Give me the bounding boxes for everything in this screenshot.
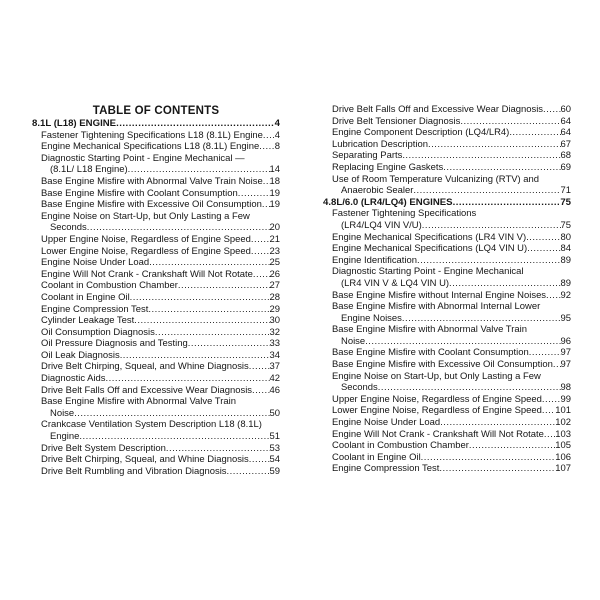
toc-page-number: 64 — [560, 115, 571, 127]
toc-entry[interactable] — [323, 324, 571, 347]
toc-page-number: 97 — [560, 359, 571, 371]
dot-leader — [106, 373, 270, 385]
dot-leader — [428, 139, 561, 151]
toc-entry-title-line: Use of Room Temperature Vulcanizing (RTV) and — [332, 173, 540, 185]
toc-entry[interactable] — [32, 130, 280, 142]
toc-entry[interactable] — [32, 153, 280, 176]
toc-page-number: 50 — [269, 407, 280, 419]
toc-entry[interactable] — [32, 280, 280, 292]
toc-page-number: 67 — [560, 138, 571, 150]
dot-leader — [188, 338, 270, 350]
toc-entry-title: Drive Belt System Description — [41, 442, 166, 454]
toc-entry-title: Oil Consumption Diagnosis — [41, 326, 155, 338]
toc-entry-title-line: Diagnostic Starting Point - Engine Mechanical — — [41, 152, 245, 164]
toc-entry[interactable] — [323, 371, 571, 394]
toc-entry-title: Lubrication Description — [332, 138, 428, 150]
toc-page-number: 89 — [560, 277, 571, 289]
toc-page-number: 32 — [269, 326, 280, 338]
toc-entry[interactable] — [323, 232, 571, 244]
toc-entry[interactable] — [323, 452, 571, 464]
toc-entry-title: Base Engine Misfire with Excessive Oil Consumption — [332, 359, 553, 371]
toc-page-number: 59 — [269, 465, 280, 477]
dot-leader — [529, 347, 561, 359]
toc-entry[interactable] — [323, 127, 571, 139]
toc-entry-title: Noise — [50, 407, 75, 419]
toc-entry-title-line: Engine Noise on Start-Up, but Only Lasting a Few — [41, 210, 250, 222]
toc-page-number: 33 — [269, 338, 280, 350]
dot-leader — [365, 336, 560, 348]
toc-entry[interactable] — [32, 257, 280, 269]
dot-leader — [74, 408, 269, 420]
toc-page-number: 29 — [269, 303, 280, 315]
toc-entry[interactable] — [323, 290, 571, 302]
toc-entry-title: Engine — [50, 431, 80, 443]
toc-page-number: 68 — [560, 150, 571, 162]
dot-leader — [249, 361, 270, 373]
dot-leader — [542, 394, 561, 406]
toc-entry-title-line: Crankcase Ventilation System Description L18 (8.1L) — [41, 419, 262, 431]
toc-entry[interactable] — [323, 243, 571, 255]
toc-page-number: 4 — [274, 118, 280, 129]
toc-page-number: 30 — [269, 315, 280, 327]
toc-entry-title: Engine Mechanical Specifications (LR4 VIN V) — [332, 231, 527, 243]
toc-entry[interactable] — [32, 466, 280, 478]
toc-entry[interactable] — [323, 405, 571, 417]
dot-leader — [252, 385, 269, 397]
toc-entry-title-line: Base Engine Misfire with Abnormal Internal Lower — [332, 301, 541, 313]
toc-entry-title: Upper Engine Noise, Regardless of Engine Speed — [41, 233, 251, 245]
toc-entry-title: Oil Pressure Diagnosis and Testing — [41, 338, 188, 350]
toc-entry[interactable] — [323, 359, 571, 371]
toc-page-number: 60 — [560, 104, 571, 115]
toc-entry[interactable] — [323, 208, 571, 231]
toc-entry-title: Engine Noise Under Load — [332, 417, 441, 429]
toc-entry-title: Base Engine Misfire with Excessive Oil Consumption — [41, 199, 262, 211]
toc-entry-title: Fastener Tightening Specifications L18 (8.1L) Engine — [41, 129, 263, 141]
toc-entry[interactable] — [323, 463, 571, 475]
dot-leader — [546, 290, 560, 302]
dot-leader — [116, 118, 275, 130]
toc-page-number: 80 — [560, 231, 571, 243]
toc-entry[interactable] — [32, 454, 280, 466]
toc-entry[interactable] — [32, 419, 280, 442]
toc-entry-title: Engine Mechanical Specifications L18 (8.1L) Engine — [41, 141, 260, 153]
toc-left-column — [32, 104, 280, 477]
toc-page-number: 42 — [269, 373, 280, 385]
toc-page-number: 46 — [269, 384, 280, 396]
dot-leader — [134, 315, 269, 327]
toc-entry-title: 8.1L (L18) ENGINE — [32, 118, 117, 129]
toc-entry-title-line: Base Engine Misfire with Abnormal Valve Train — [332, 324, 527, 336]
dot-leader — [128, 164, 270, 176]
toc-entry-title: Drive Belt Falls Off and Excessive Wear Diagnosis — [41, 384, 253, 396]
toc-page-number: 84 — [560, 243, 571, 255]
toc-entry[interactable] — [32, 188, 280, 200]
toc-page-number: 27 — [269, 280, 280, 292]
dot-leader — [249, 454, 270, 466]
dot-leader — [421, 452, 556, 464]
toc-entry-title: Coolant in Combustion Chamber — [332, 440, 469, 452]
dot-leader — [439, 463, 555, 475]
toc-entry-title: Engine Compression Test — [41, 303, 149, 315]
toc-entry[interactable] — [323, 150, 571, 162]
dot-leader — [130, 292, 270, 304]
toc-entry-title: Engine Noise Under Load — [41, 257, 150, 269]
dot-leader — [422, 220, 561, 232]
toc-entry-title: Diagnostic Aids — [41, 373, 106, 385]
dot-leader — [413, 185, 560, 197]
toc-entry[interactable] — [32, 141, 280, 153]
toc-page-number: 92 — [560, 289, 571, 301]
toc-left-list — [32, 118, 280, 477]
dot-leader — [148, 304, 269, 316]
toc-entry-title: Lower Engine Noise, Regardless of Engine Speed — [41, 245, 251, 257]
toc-page-number: 99 — [560, 393, 571, 405]
toc-page-number: 23 — [269, 245, 280, 257]
toc-entry-title: Upper Engine Noise, Regardless of Engine Speed — [332, 393, 542, 405]
toc-entry[interactable] — [32, 199, 280, 211]
toc-entry-title: Drive Belt Chirping, Squeal, and Whine Diagnosis — [41, 454, 249, 466]
toc-page-number: 14 — [269, 164, 280, 176]
toc-page-number: 75 — [560, 219, 571, 231]
toc-entry-title: Seconds — [50, 222, 87, 234]
dot-leader — [527, 243, 560, 255]
dot-leader — [449, 278, 560, 290]
dot-leader — [227, 466, 270, 478]
toc-entry[interactable] — [32, 211, 280, 234]
toc-page-number: 21 — [269, 233, 280, 245]
toc-entry-title-line: Base Engine Misfire with Abnormal Valve Train — [41, 396, 236, 408]
toc-page-number: 26 — [269, 268, 280, 280]
dot-leader — [251, 246, 270, 258]
toc-entry[interactable] — [32, 176, 280, 188]
toc-entry[interactable] — [32, 373, 280, 385]
toc-page-number: 101 — [555, 405, 571, 417]
dot-leader — [417, 255, 561, 267]
dot-leader — [166, 443, 270, 455]
dot-leader — [402, 313, 561, 325]
toc-title: TABLE OF CONTENTS — [92, 105, 220, 117]
toc-page-number: 69 — [560, 161, 571, 173]
toc-entry[interactable] — [323, 255, 571, 267]
toc-right-list — [323, 104, 571, 475]
toc-page-number: 20 — [269, 222, 280, 234]
dot-leader — [509, 127, 560, 139]
toc-page-number: 64 — [560, 127, 571, 139]
toc-entry-title: Replacing Engine Gaskets — [332, 161, 444, 173]
toc-entry[interactable] — [32, 338, 280, 350]
toc-entry[interactable] — [32, 234, 280, 246]
toc-entry[interactable] — [32, 361, 280, 373]
toc-entry-title: Base Engine Misfire without Internal Engine Noises — [332, 289, 547, 301]
toc-entry[interactable] — [32, 269, 280, 281]
toc-page-number: 98 — [560, 382, 571, 394]
toc-entry-title: Separating Parts — [332, 150, 403, 162]
toc-entry-title: Base Engine Misfire with Coolant Consumption — [332, 347, 529, 359]
dot-leader — [378, 382, 561, 394]
toc-entry[interactable] — [323, 440, 571, 452]
toc-entry-title: Base Engine Misfire with Coolant Consumption — [41, 187, 238, 199]
toc-entry[interactable] — [323, 417, 571, 429]
toc-entry[interactable] — [32, 350, 280, 362]
toc-page-number: 19 — [269, 187, 280, 199]
toc-section-heading[interactable] — [32, 118, 280, 130]
toc-entry-title: (LR4 VIN V & LQ4 VIN U) — [341, 277, 450, 289]
toc-entry[interactable] — [323, 429, 571, 441]
toc-entry-title: Oil Leak Diagnosis — [41, 349, 120, 361]
dot-leader — [469, 440, 555, 452]
toc-page-number: 8 — [274, 141, 280, 153]
toc-entry[interactable] — [32, 246, 280, 258]
toc-entry[interactable] — [32, 396, 280, 419]
toc-entry-title: Lower Engine Noise, Regardless of Engine Speed — [332, 405, 542, 417]
toc-entry-title: (LR4/LQ4 VIN V/U) — [341, 219, 422, 231]
toc-page-number: 107 — [555, 463, 571, 475]
toc-page-number: 25 — [269, 257, 280, 269]
toc-entry[interactable] — [323, 104, 571, 116]
dot-leader — [120, 350, 270, 362]
toc-page-number: 103 — [555, 428, 571, 440]
toc-entry-title: Engine Component Description (LQ4/LR4) — [332, 127, 510, 139]
toc-entry-title: Coolant in Combustion Chamber — [41, 280, 178, 292]
dot-leader — [544, 429, 555, 441]
toc-entry-title: Engine Will Not Crank - Crankshaft Will Not Rotate — [41, 268, 253, 280]
dot-leader — [402, 150, 560, 162]
dot-leader — [526, 232, 560, 244]
dot-leader — [238, 188, 270, 200]
toc-page-number: 75 — [560, 196, 571, 208]
toc-entry-title: Engine Mechanical Specifications (LQ4 VIN U) — [332, 243, 528, 255]
toc-page-number: 51 — [269, 431, 280, 443]
dot-leader — [262, 199, 270, 211]
toc-entry[interactable] — [32, 292, 280, 304]
toc-entry-title: Drive Belt Tensioner Diagnosis — [332, 115, 461, 127]
toc-entry-title: Drive Belt Chirping, Squeal, and Whine Diagnosis — [41, 361, 249, 373]
toc-entry[interactable] — [323, 347, 571, 359]
toc-page-number: 18 — [269, 175, 280, 187]
dot-leader — [553, 359, 561, 371]
dot-leader — [155, 327, 270, 339]
toc-page-number: 102 — [555, 417, 571, 429]
toc-entry-title: Drive Belt Falls Off and Excessive Wear Diagnosis — [332, 104, 544, 115]
toc-entry[interactable] — [323, 139, 571, 151]
toc-page-number: 19 — [269, 199, 280, 211]
dot-leader — [453, 197, 561, 209]
toc-page-number: 89 — [560, 254, 571, 266]
toc-entry[interactable] — [32, 327, 280, 339]
toc-section-heading[interactable] — [323, 197, 571, 209]
toc-entry[interactable] — [323, 301, 571, 324]
toc-entry[interactable] — [323, 394, 571, 406]
toc-entry[interactable] — [323, 116, 571, 128]
toc-entry-title: Engine Compression Test — [332, 463, 440, 475]
toc-page-number: 37 — [269, 361, 280, 373]
dot-leader — [87, 222, 270, 234]
dot-leader — [542, 405, 555, 417]
toc-entry-title: Coolant in Engine Oil — [41, 291, 130, 303]
toc-page-number: 106 — [555, 451, 571, 463]
toc-entry[interactable] — [32, 443, 280, 455]
dot-leader — [251, 234, 270, 246]
dot-leader — [443, 162, 560, 174]
toc-entry-title: Anaerobic Sealer — [341, 185, 414, 197]
dot-leader — [149, 257, 269, 269]
dot-leader — [440, 417, 555, 429]
dot-leader — [259, 141, 275, 153]
dot-leader — [178, 280, 270, 292]
toc-page-number: 4 — [274, 129, 280, 141]
toc-right-column — [323, 104, 571, 475]
toc-page-number: 96 — [560, 335, 571, 347]
toc-entry[interactable] — [32, 304, 280, 316]
toc-page-number: 28 — [269, 291, 280, 303]
toc-page-number: 105 — [555, 440, 571, 452]
toc-entry[interactable] — [323, 174, 571, 197]
toc-entry-title: Cylinder Leakage Test — [41, 315, 135, 327]
toc-entry-title: Seconds — [341, 382, 378, 394]
toc-entry-title: 4.8L/6.0 (LR4/LQ4) ENGINES — [323, 196, 453, 208]
toc-entry[interactable] — [323, 266, 571, 289]
toc-entry-title: Engine Will Not Crank - Crankshaft Will Not Rotate — [332, 428, 544, 440]
toc-entry-title: (8.1L/ L18 Engine) — [50, 164, 128, 176]
toc-entry-title-line: Engine Noise on Start-Up, but Only Lasting a Few — [332, 370, 541, 382]
toc-entry-title: Engine Identification — [332, 254, 417, 266]
dot-leader — [263, 176, 270, 188]
toc-entry[interactable] — [32, 315, 280, 327]
toc-entry[interactable] — [323, 162, 571, 174]
dot-leader — [543, 104, 560, 116]
toc-page-number: 71 — [560, 185, 571, 197]
dot-leader — [263, 130, 275, 142]
toc-page-number: 53 — [269, 442, 280, 454]
toc-entry-title: Base Engine Misfire with Abnormal Valve Train Noise — [41, 175, 263, 187]
toc-page-number: 97 — [560, 347, 571, 359]
toc-entry[interactable] — [32, 385, 280, 397]
dot-leader — [79, 431, 269, 443]
toc-page-number: 34 — [269, 349, 280, 361]
toc-page-number: 54 — [269, 454, 280, 466]
toc-entry-title: Noise — [341, 335, 366, 347]
toc-entry-title: Engine Noises — [341, 312, 402, 324]
toc-entry-title: Drive Belt Rumbling and Vibration Diagnosis — [41, 465, 227, 477]
toc-entry-title-line: Diagnostic Starting Point - Engine Mechanical — [332, 266, 524, 278]
dot-leader — [253, 269, 270, 281]
toc-entry-title-line: Fastener Tightening Specifications — [332, 208, 477, 220]
dot-leader — [460, 116, 560, 128]
toc-page-number: 95 — [560, 312, 571, 324]
toc-entry-title: Coolant in Engine Oil — [332, 451, 421, 463]
